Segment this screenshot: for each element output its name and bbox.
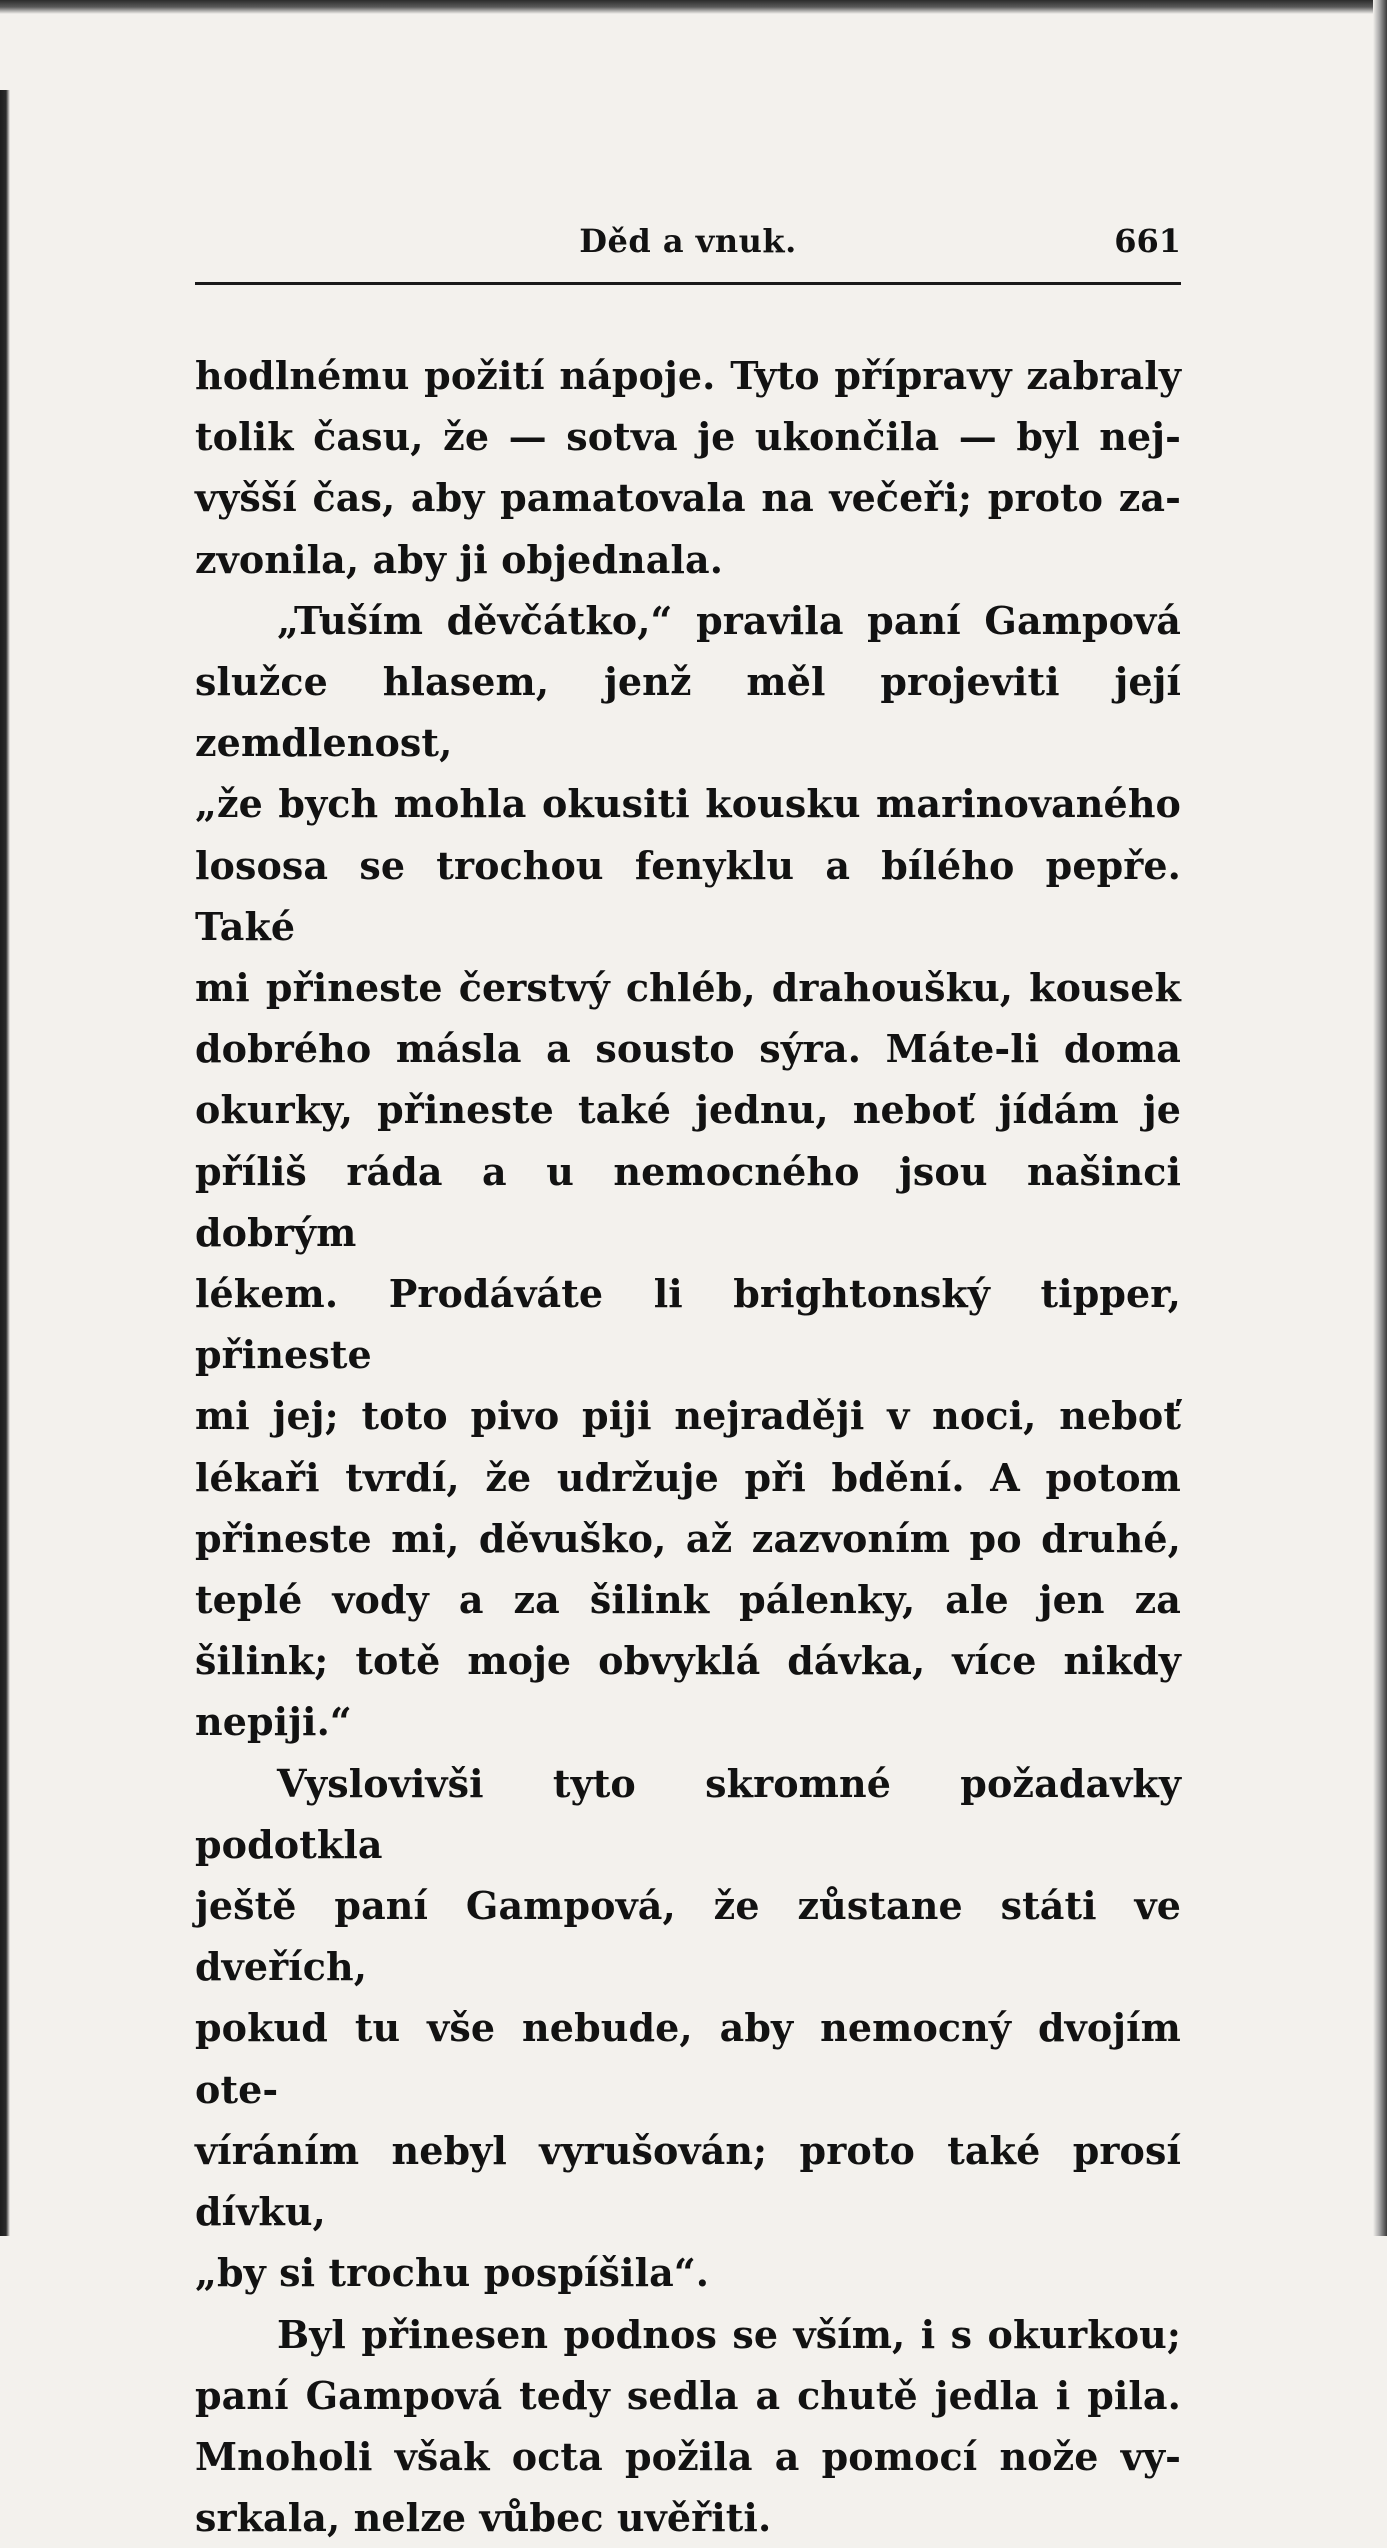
text-line: ještě paní Gampová, že zůstane státi ve dveřích, [195,1883,1181,1990]
text-line: vyšší čas, aby pamatovala na večeři; proto za- [195,475,1181,521]
text-line: paní Gampová tedy sedla a chutě jedla i pila. [195,2372,1181,2418]
text-line: „že bych mohla okusiti kousku marinovaného [195,781,1181,827]
text-line: příliš ráda a u nemocného jsou našinci dobrým [195,1148,1181,1255]
text-line: teplé vody a za šilink pálenky, ale jen za [195,1577,1181,1623]
text-line: okurky, přineste také jednu, neboť jídám je [195,1087,1181,1133]
text-line: lékem. Prodáváte li brightonský tipper, přineste [195,1271,1181,1378]
text-line: hodlnému požití nápoje. Tyto přípravy zabraly [195,353,1181,398]
text-line: šilink; totě moje obvyklá dávka, více nikdy [195,1638,1181,1684]
page-number: 661 [1114,222,1181,260]
text-line: služce hlasem, jenž měl projeviti její zemdlenost, [195,659,1181,766]
header-rule [195,282,1181,285]
text-line: přineste mi, děvuško, až zazvoním po druhé, [195,1515,1181,1561]
text-line: Vyslovivši tyto skromné požadavky podotkla [195,1760,1181,1867]
text-line: tolik času, že — sotva je ukončila — byl nej- [195,414,1181,460]
text-line: nepiji.“ [195,1699,352,1745]
text-line: Mnoholi však octa požila a pomocí nože vy- [195,2433,1181,2479]
scan-edge-left [0,90,10,2236]
text-line: lososa se trochou fenyklu a bílého pepře. Také [195,842,1181,949]
text-line: pokud tu vše nebude, aby nemocný dvojím ote- [195,2005,1181,2112]
text-line: lékaři tvrdí, že udržuje při bdění. A potom [195,1454,1181,1500]
text-line: dobrého másla a sousto sýra. Máte-li doma [195,1026,1181,1072]
text-line: mi jej; toto pivo piji nejraději v noci, neboť [195,1393,1181,1439]
text-line: „Tuším děvčátko,“ pravila paní Gampová [277,597,1181,643]
text-line: Byl přinesen podnos se vším, i s okurkou; [277,2311,1181,2357]
running-title: Děd a vnuk. [579,222,797,260]
page-header [195,222,1181,272]
text-line: zvonila, aby ji objednala. [195,536,724,582]
body-text [195,345,1181,2548]
scan-edge-right [1373,0,1387,2236]
text-line: srkala, nelze vůbec uvěřiti. [195,2495,772,2541]
text-line: „by si trochu pospíšila“. [195,2250,710,2296]
scan-edge-top [0,0,1387,14]
text-line: víráním nebyl vyrušován; proto také prosí dívku, [195,2127,1181,2235]
text-line: mi přineste čerstvý chléb, drahoušku, kousek [195,965,1181,1011]
